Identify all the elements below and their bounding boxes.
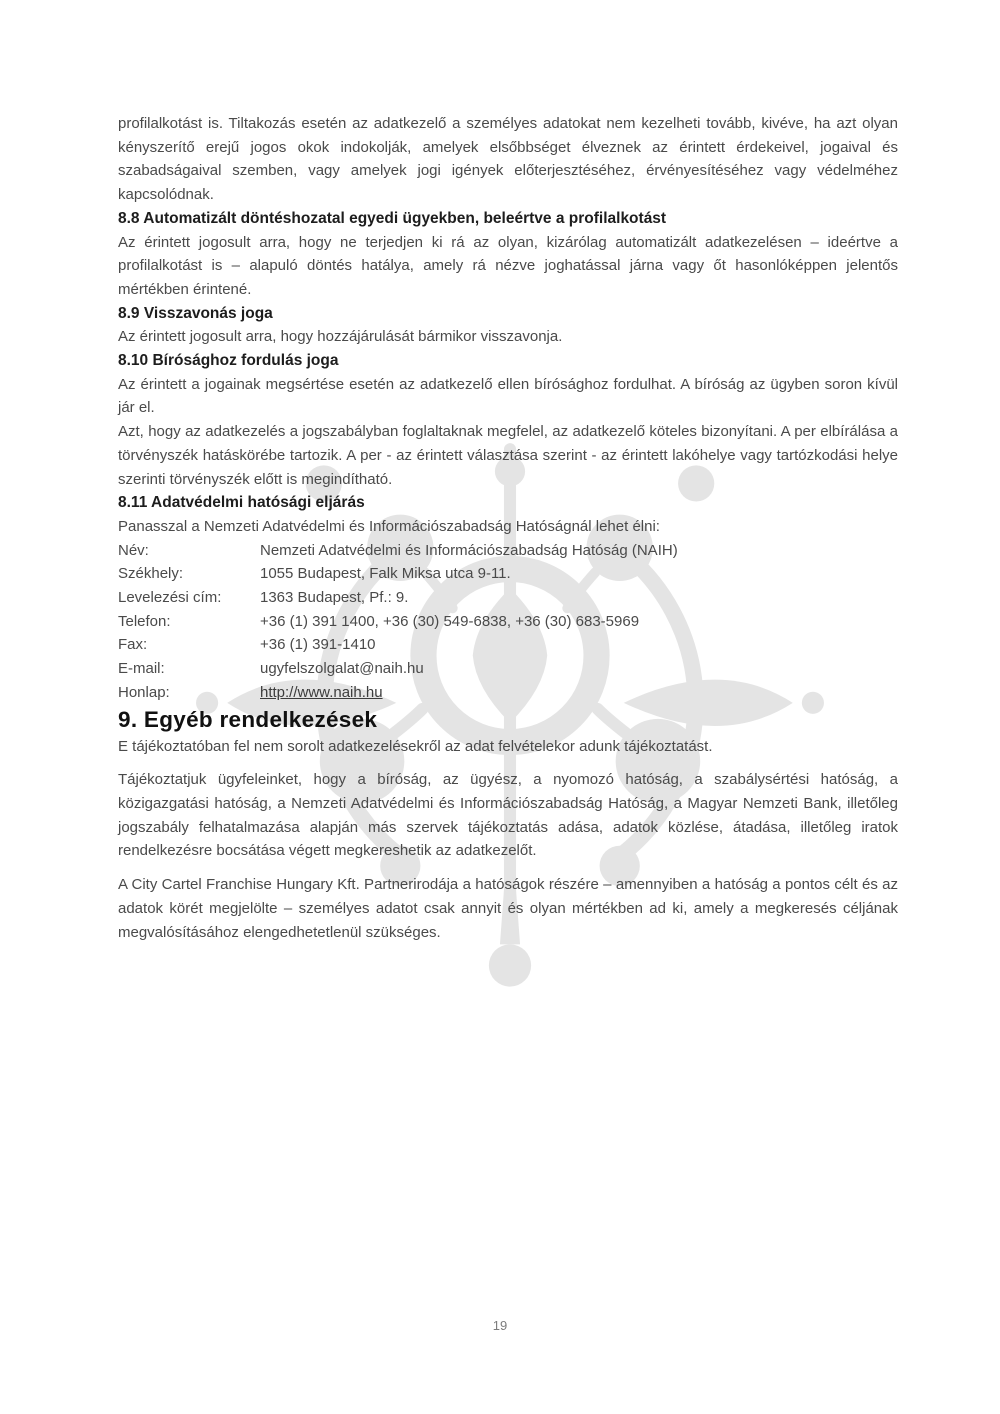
contact-value-email: ugyfelszolgalat@naih.hu — [260, 660, 424, 678]
paragraph-objection-continuation: profilalkotást is. Tiltakozás esetén az adatkezelő a személyes adatokat nem kezelheti tovább, kivéve, ha azt olyan kényszerítő erejű jogos okok indokolják, amelyek elsőbbséget élveznek az érintett érdekeivel, jogaival és szabadságaival szemben, vagy amelyek jogi igények előterjesztéséhez, érvényesítéséhez vagy védelméhez kapcsolódnak. — [118, 115, 898, 204]
contact-label-name: Név: — [118, 541, 149, 559]
heading-9: 9. Egyéb rendelkezések — [118, 706, 378, 732]
paragraph-8-9-body: Az érintett jogosult arra, hogy hozzájárulását bármikor visszavonja. — [118, 328, 563, 346]
paragraph-8-8-body: Az érintett jogosult arra, hogy ne terjedjen ki rá az olyan, kizárólag automatizált adatkezelésen – ideértve a profilalkotást is – alapuló döntés hatálya, amely rá nézve joghatással járna vagy őt hasonlóképpen jelentős mértékben érintené. — [118, 233, 898, 298]
contact-label-postal-address: Levelezési cím: — [118, 589, 222, 607]
paragraph-8-11-intro: Panasszal a Nemzeti Adatvédelmi és Információszabadság Hatóságnál lehet élni: — [118, 517, 660, 535]
contact-value-phone: +36 (1) 391 1400, +36 (30) 549-6838, +36 (30) 683-5969 — [260, 612, 640, 630]
contact-value-seat: 1055 Budapest, Falk Miksa utca 9-11. — [260, 565, 511, 583]
contact-value-fax: +36 (1) 391-1410 — [260, 636, 376, 654]
contact-label-website: Honlap: — [118, 683, 170, 701]
contact-label-seat: Székhely: — [118, 565, 184, 583]
paragraph-9-1: E tájékoztatóban fel nem sorolt adatkezelésekről az adat felvételekor adunk tájékoztatást. — [118, 737, 713, 755]
contact-label-fax: Fax: — [118, 636, 148, 654]
contact-label-email: E-mail: — [118, 660, 165, 678]
paragraph-9-3: A City Cartel Franchise Hungary Kft. Partnerirodája a hatóságok részére – amennyiben a hatóság a pontos célt és az adatok körét megjelölte – személyes adatot csak annyit és olyan mértékben ad ki, amely a megkeresés céljának megvalósításához elengedhetetlenül szükséges. — [118, 876, 898, 941]
contact-label-phone: Telefon: — [118, 612, 171, 630]
paragraph-9-2: Tájékoztatjuk ügyfeleinket, hogy a bíróság, az ügyész, a nyomozó hatóság, a szabálysértési hatóság, a közigazgatási hatóság, a Nemzeti Adatvédelmi és Információszabadság Hatóság, a Magyar Nemzeti Bank, illetőleg jogszabály felhatalmazása alapján más szervek tájékoztatás adása, adatok közlése, átadása, illetőleg iratok rendelkezésre bocsátása végett megkereshetik az adatkezelőt. — [118, 771, 898, 860]
heading-8-11: 8.11 Adatvédelmi hatósági eljárás — [118, 494, 365, 512]
authority-contact-table — [118, 539, 898, 705]
paragraph-8-10-body-2: Azt, hogy az adatkezelés a jogszabályban foglaltaknak megfelel, az adatkezelő köteles bizonyítani. A per elbírálása a törvényszék hatáskörébe tartozik. A per - az érintett választása szerint - az érintett lakóhelye vagy tartózkodási helye szerinti törvényszék előtt is megindítható. — [118, 423, 898, 488]
heading-8-9: 8.9 Visszavonás joga — [118, 304, 273, 322]
contact-value-name: Nemzeti Adatvédelmi és Információszabadság Hatóság (NAIH) — [260, 541, 678, 559]
paragraph-8-10-body-1: Az érintett a jogainak megsértése esetén az adatkezelő ellen bírósághoz fordulhat. A bíróság az ügyben soron kívül jár el. — [118, 375, 898, 417]
page-number: 19 — [492, 1318, 508, 1333]
heading-8-10: 8.10 Bírósághoz fordulás joga — [118, 352, 339, 370]
document-body — [118, 112, 898, 944]
naih-website-link[interactable]: http://www.naih.hu — [260, 683, 383, 701]
contact-value-postal-address: 1363 Budapest, Pf.: 9. — [260, 589, 409, 607]
heading-8-8: 8.8 Automatizált döntéshozatal egyedi ügyekben, beleértve a profilalkotást — [118, 209, 667, 227]
